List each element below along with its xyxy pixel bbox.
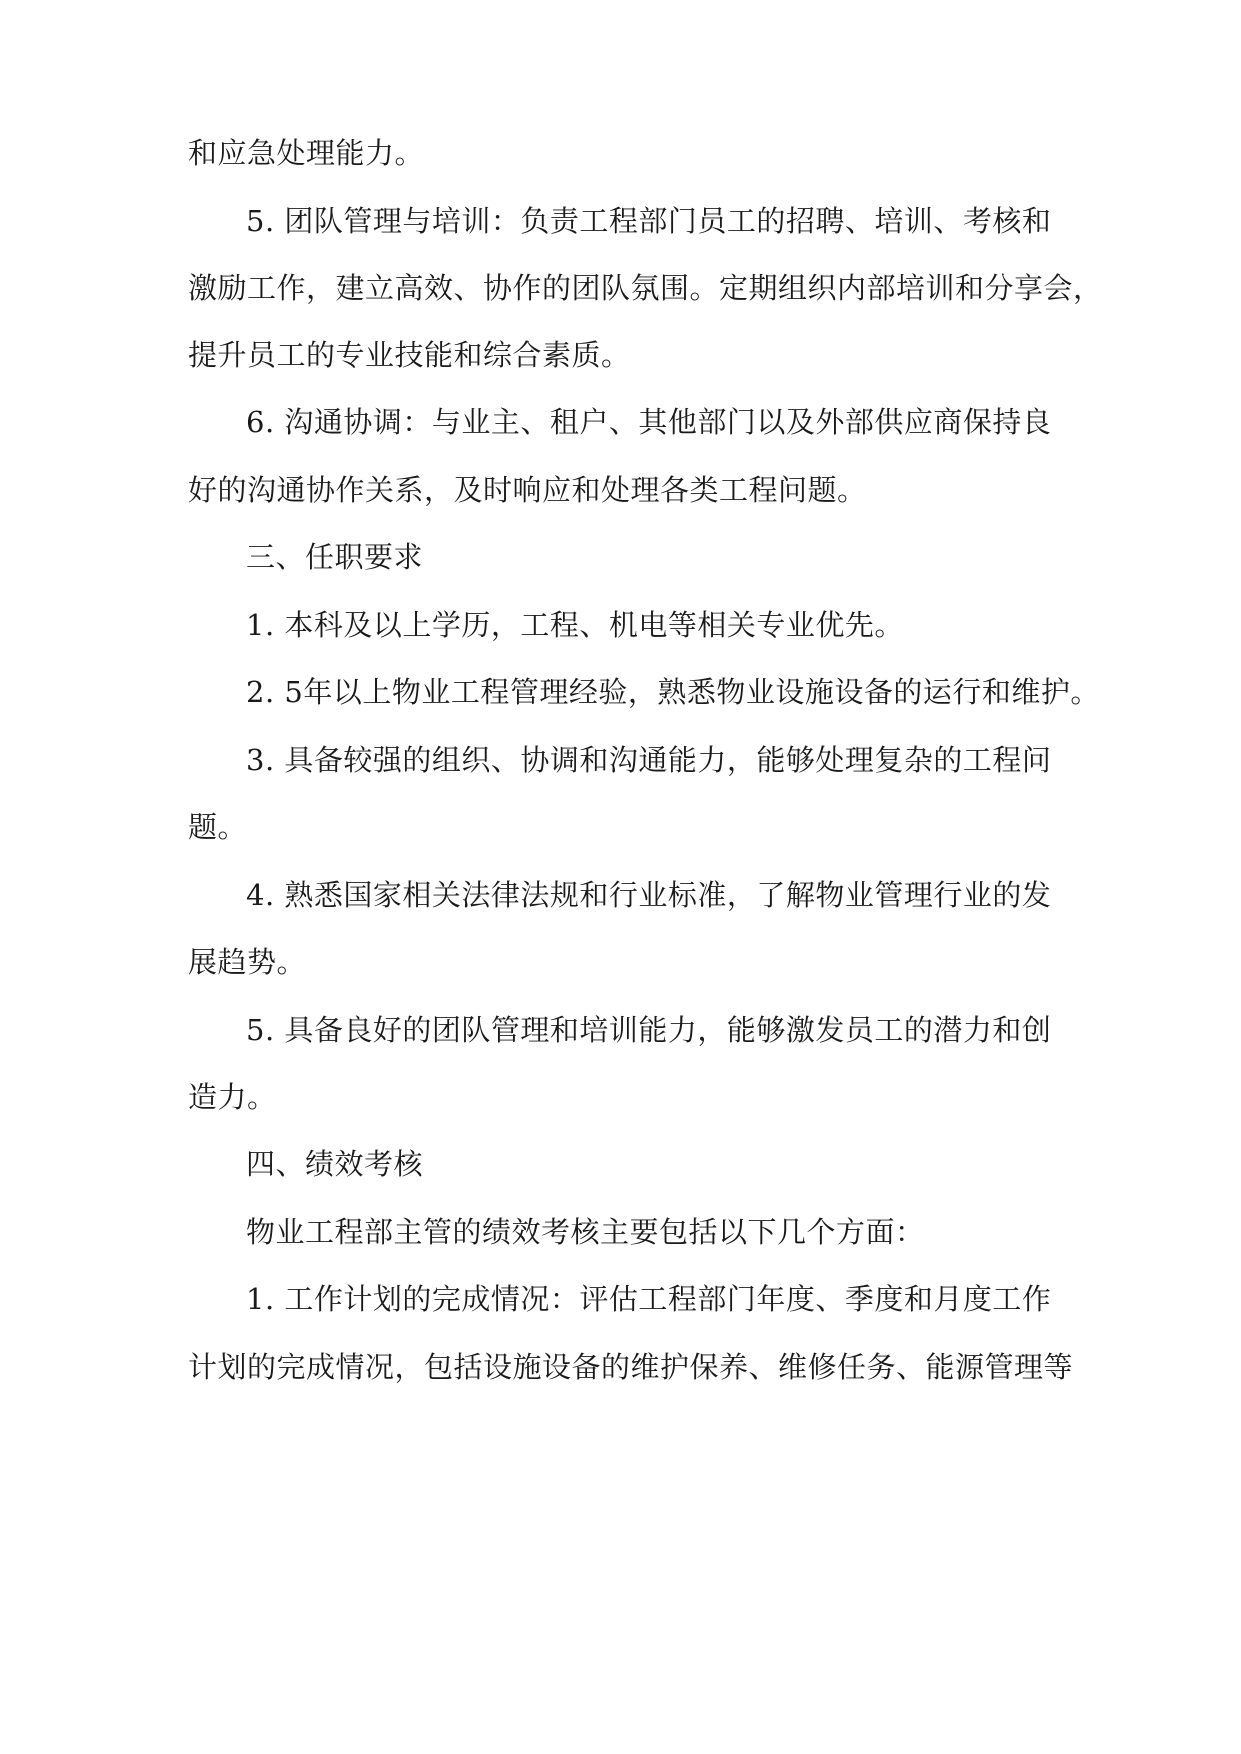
text-line: 1. 本科及以上学历，工程、机电等相关专业优先。 [246, 608, 904, 642]
text-line: 6. 沟通协调：与业主、租户、其他部门以及外部供应商保持良 [246, 405, 1052, 439]
text-line: 题。 [188, 810, 248, 844]
text-line: 激励工作，建立高效、协作的团队氛围。定期组织内部培训和分享会， [188, 271, 1103, 305]
text-line: 物业工程部主管的绩效考核主要包括以下几个方面： [246, 1215, 925, 1249]
text-line: 1. 工作计划的完成情况：评估工程部门年度、季度和月度工作 [246, 1282, 1052, 1316]
text-line: 4. 熟悉国家相关法律法规和行业标准，了解物业管理行业的发 [246, 878, 1052, 912]
text-line: 计划的完成情况，包括设施设备的维护保养、维修任务、能源管理等 [188, 1350, 1074, 1384]
text-line: 好的沟通协作关系，及时响应和处理各类工程问题。 [188, 473, 867, 507]
text-line: 3. 具备较强的组织、协调和沟通能力，能够处理复杂的工程问 [246, 743, 1052, 777]
text-line: 造力。 [188, 1080, 277, 1114]
section-heading: 三、任职要求 [246, 540, 424, 574]
text-line: 2. 5年以上物业工程管理经验，熟悉物业设施设备的运行和维护。 [246, 675, 1100, 709]
text-line: 提升员工的专业技能和综合素质。 [188, 338, 631, 372]
section-heading: 四、绩效考核 [246, 1147, 424, 1181]
text-line: 5. 具备良好的团队管理和培训能力，能够激发员工的潜力和创 [246, 1013, 1052, 1047]
text-line: 展趋势。 [188, 945, 307, 979]
text-line: 5. 团队管理与培训：负责工程部门员工的招聘、培训、考核和 [246, 204, 1052, 238]
text-line: 和应急处理能力。 [188, 136, 425, 170]
